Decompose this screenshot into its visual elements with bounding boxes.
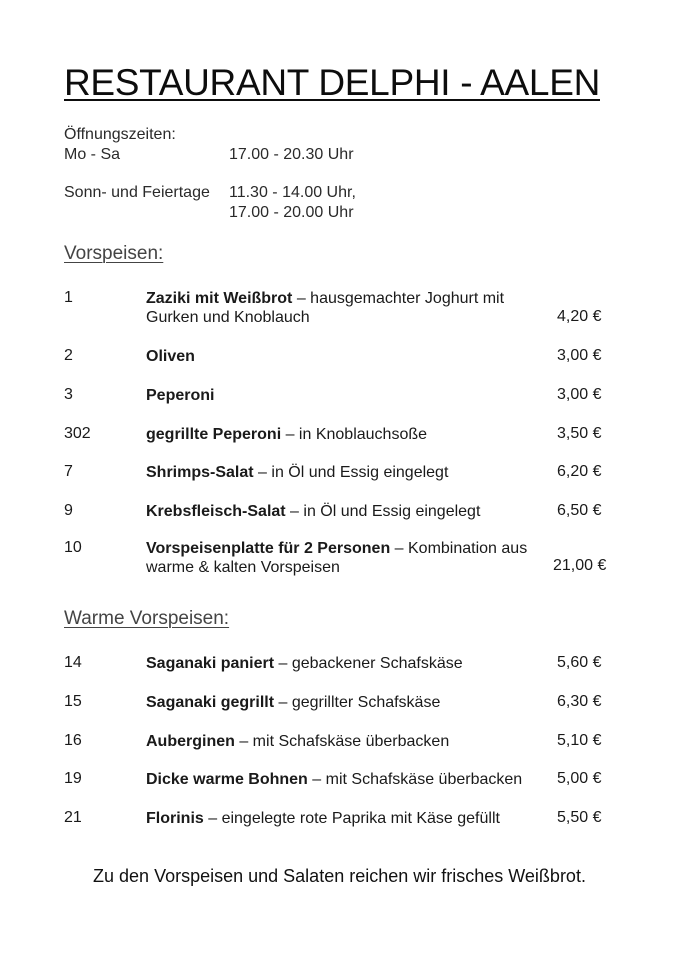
menu-item-description [146, 289, 504, 327]
menu-item-row [0, 693, 679, 733]
menu-item-detail: – in Öl und Essig eingelegt [253, 464, 449, 481]
menu-item-description [146, 732, 449, 751]
menu-item-detail: warme & kalten Vorspeisen [146, 559, 340, 576]
menu-item-number: 21 [64, 809, 82, 826]
menu-item-row [0, 289, 679, 329]
section-heading-vorspeisen: Vorspeisen: [64, 243, 164, 264]
menu-item-row [0, 809, 679, 849]
footer-note: Zu den Vorspeisen und Salaten reichen wir frisches Weißbrot. [93, 866, 586, 886]
page-title: RESTAURANT DELPHI - AALEN [64, 62, 600, 103]
section-heading-warme-vorspeisen: Warme Vorspeisen: [64, 608, 230, 629]
menu-item-description [146, 386, 214, 405]
menu-item-row [0, 770, 679, 810]
menu-item-description [146, 425, 427, 444]
menu-item-number: 302 [64, 425, 91, 442]
menu-item-detail: – mit Schafskäse überbacken [307, 771, 523, 788]
menu-item-name: Peperoni [146, 387, 215, 404]
menu-item-row [0, 654, 679, 694]
menu-item-name: Oliven [146, 348, 195, 365]
menu-item-price: 3,00 € [557, 347, 602, 364]
menu-item-row [0, 425, 679, 465]
menu-item-price: 3,00 € [557, 386, 602, 403]
menu-item-row [0, 732, 679, 772]
menu-item-price: 6,30 € [557, 693, 602, 710]
opening-hours-heading: Öffnungszeiten: [64, 126, 176, 143]
menu-item-row [0, 502, 679, 542]
menu-item-price: 5,00 € [557, 770, 602, 787]
menu-item-description [146, 502, 480, 521]
menu-item-price: 5,10 € [557, 732, 602, 749]
menu-item-description [146, 539, 527, 577]
menu-item-description [146, 809, 500, 828]
menu-item-description [146, 463, 448, 482]
menu-item-price: 3,50 € [557, 425, 602, 442]
menu-item-price: 4,20 € [557, 308, 602, 325]
menu-item-number: 1 [64, 289, 73, 306]
menu-item-description [146, 693, 440, 712]
menu-item-number: 3 [64, 386, 73, 403]
menu-item-price: 5,50 € [557, 809, 602, 826]
menu-item-name: Saganaki paniert [146, 655, 275, 672]
opening-hours-time: 17.00 - 20.00 Uhr [229, 204, 354, 221]
menu-item-detail: Gurken und Knoblauch [146, 309, 310, 326]
menu-item-description [146, 347, 195, 366]
menu-item-row [0, 386, 679, 426]
menu-item-detail: – hausgemachter Joghurt mit [292, 290, 505, 307]
menu-item-description [146, 770, 522, 789]
menu-item-price: 6,50 € [557, 502, 602, 519]
menu-item-detail: – Kombination aus [390, 540, 528, 557]
menu-item-number: 15 [64, 693, 82, 710]
menu-item-number: 14 [64, 654, 82, 671]
menu-item-row [0, 539, 679, 579]
opening-hours-days: Sonn- und Feiertage [64, 184, 210, 201]
menu-item-name: gegrillte Peperoni [146, 426, 282, 443]
menu-item-number: 9 [64, 502, 73, 519]
menu-item-detail: – gegrillter Schafskäse [274, 694, 441, 711]
menu-item-detail: – gebackener Schafskäse [274, 655, 463, 672]
menu-item-description [146, 654, 463, 673]
menu-item-price: 6,20 € [557, 463, 602, 480]
menu-item-name: Florinis [146, 810, 204, 827]
opening-hours-time: 11.30 - 14.00 Uhr, [229, 184, 356, 201]
menu-item-detail: – in Knoblauchsoße [281, 426, 428, 443]
menu-item-number: 7 [64, 463, 73, 480]
menu-item-row [0, 463, 679, 503]
menu-item-row [0, 347, 679, 387]
menu-item-number: 2 [64, 347, 73, 364]
menu-item-detail: – mit Schafskäse überbacken [234, 733, 450, 750]
menu-item-name: Auberginen [146, 733, 235, 750]
menu-item-name: Zaziki mit Weißbrot [146, 290, 293, 307]
menu-item-name: Saganaki gegrillt [146, 694, 275, 711]
menu-item-number: 10 [64, 539, 82, 556]
menu-item-detail: – in Öl und Essig eingelegt [285, 503, 481, 520]
menu-item-number: 19 [64, 770, 82, 787]
menu-item-name: Shrimps-Salat [146, 464, 254, 481]
menu-item-price: 21,00 € [553, 557, 607, 574]
menu-item-name: Dicke warme Bohnen [146, 771, 308, 788]
menu-item-detail: – eingelegte rote Paprika mit Käse gefüllt [203, 810, 500, 827]
opening-hours-days: Mo - Sa [64, 146, 121, 163]
menu-item-price: 5,60 € [557, 654, 602, 671]
menu-item-name: Vorspeisenplatte für 2 Personen [146, 540, 391, 557]
opening-hours-time: 17.00 - 20.30 Uhr [229, 146, 354, 163]
menu-item-number: 16 [64, 732, 82, 749]
menu-item-name: Krebsfleisch-Salat [146, 503, 286, 520]
